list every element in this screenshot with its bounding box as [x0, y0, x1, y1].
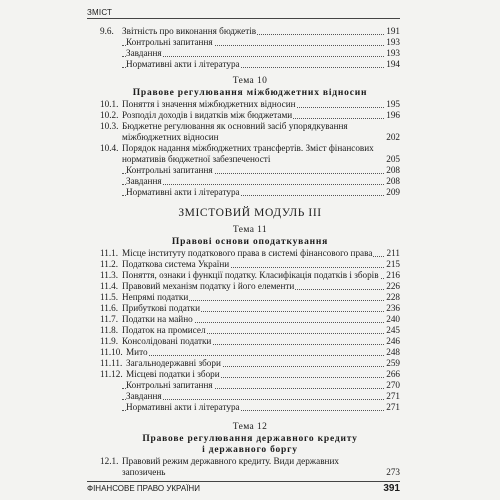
entry-title: Звітність про виконання бюджетів	[122, 26, 257, 36]
topic-12-title-line1: Правове регулювання державного кредиту	[142, 434, 358, 444]
topic-12-label: Тема 12	[232, 422, 268, 432]
header-title: ЗМІСТ	[87, 8, 113, 17]
entry-page: 273	[386, 467, 400, 477]
entry-page: 248	[386, 347, 400, 357]
toc-entry[interactable]	[100, 281, 400, 292]
toc-entry[interactable]	[100, 292, 400, 303]
entry-number: 11.8.	[100, 325, 119, 335]
entry-title: Непрямі податки	[122, 292, 189, 302]
entry-title: Місце інституту податкового права в системі фінансового права	[122, 248, 373, 258]
entry-page: 271	[386, 402, 400, 412]
entry-title: Нормативні акти і література	[126, 59, 240, 69]
page-number: 391	[383, 483, 400, 494]
toc-entry[interactable]	[100, 270, 400, 281]
entry-title: Податкова система України	[122, 259, 230, 269]
entry-number: 11.12.	[100, 369, 123, 379]
toc-entry[interactable]	[100, 176, 400, 187]
entry-page: 271	[386, 391, 400, 401]
toc-entry[interactable]	[100, 325, 400, 336]
running-footer	[87, 481, 400, 494]
entry-title: Мито	[126, 347, 148, 357]
toc-entry[interactable]	[100, 187, 400, 198]
entry-number: 11.6.	[100, 303, 119, 313]
entry-page: 194	[386, 59, 400, 69]
entry-number: 10.2.	[100, 110, 119, 120]
entry-number: 11.4.	[100, 281, 119, 291]
toc-entry[interactable]	[100, 336, 400, 347]
topic-11-title: Правові основи оподаткування	[171, 237, 329, 247]
entry-page: 202	[386, 132, 400, 142]
entry-number: 11.5.	[100, 292, 119, 302]
entry-number: 11.1.	[100, 248, 119, 258]
module-heading: ЗМІСТОВИЙ МОДУЛЬ ІІІ	[178, 207, 322, 219]
toc-section-12	[100, 456, 400, 478]
entry-title: Загальнодержавні збори	[126, 358, 221, 368]
toc-entry[interactable]	[100, 59, 400, 70]
entry-number: 10.4.	[100, 143, 119, 153]
topic-10-label: Тема 10	[232, 76, 268, 86]
entry-title: Поняття, ознаки і функції податку. Класифікація податків і зборів	[122, 270, 379, 280]
entry-title: Бюджетне регулювання як основний засіб упорядкування міжбюджетних відносин	[122, 121, 348, 142]
entry-page: 245	[386, 325, 400, 335]
toc-entry[interactable]	[100, 143, 400, 165]
toc-entry[interactable]	[100, 37, 400, 48]
entry-page: 191	[386, 26, 400, 36]
toc-entry[interactable]	[100, 391, 400, 402]
entry-title: Прибуткові податки	[122, 303, 201, 313]
entry-page: 205	[386, 154, 400, 164]
entry-title: Податки на майно	[122, 314, 193, 324]
toc-entry[interactable]	[100, 314, 400, 325]
entry-title: Контрольні запитання	[126, 380, 213, 390]
running-header	[87, 8, 400, 19]
toc-entry[interactable]	[100, 48, 400, 59]
entry-page: 246	[386, 336, 400, 346]
entry-page: 240	[386, 314, 400, 324]
entry-page: 226	[386, 281, 400, 291]
entry-title: Порядок надання міжбюджетних трансфертів. Зміст фінансових нормативів бюджетної забезпеченості	[122, 143, 374, 164]
entry-page: 215	[386, 259, 400, 269]
entry-number: 10.1.	[100, 99, 119, 109]
entry-title: Правовий механізм податку і його елементи	[122, 281, 295, 291]
entry-title: Правовий режим державного кредиту. Види державних запозичень	[122, 456, 339, 477]
entry-number: 11.2.	[100, 259, 119, 269]
footer-book-title: ФІНАНСОВЕ ПРАВО УКРАЇНИ	[87, 484, 200, 493]
toc-entry[interactable]	[100, 347, 400, 358]
entry-number: 11.10.	[100, 347, 123, 357]
entry-title: Поняття і значення міжбюджетних відносин	[122, 99, 296, 109]
entry-number: 11.7.	[100, 314, 119, 324]
entry-title: Нормативні акти і література	[126, 187, 240, 197]
entry-number: 11.9.	[100, 336, 119, 346]
toc-entry[interactable]	[100, 402, 400, 413]
entry-page: 216	[386, 270, 400, 280]
entry-page: 228	[386, 292, 400, 302]
entry-number: 12.1.	[100, 456, 119, 466]
toc-entry[interactable]	[100, 380, 400, 391]
toc-entry[interactable]	[100, 121, 400, 143]
entry-title: Податок на промисел	[122, 325, 206, 335]
entry-page: 211	[386, 248, 400, 258]
entry-page: 208	[386, 165, 400, 175]
topic-11-label: Тема 11	[232, 225, 268, 235]
toc-section-11	[100, 248, 400, 413]
table-of-contents	[100, 26, 400, 478]
entry-title: Завдання	[126, 48, 162, 58]
toc-entry[interactable]	[100, 110, 400, 121]
entry-title: Консолідовані податки	[122, 336, 212, 346]
entry-number: 9.6.	[100, 26, 114, 36]
toc-entry[interactable]	[100, 358, 400, 369]
entry-title: Контрольні запитання	[126, 165, 213, 175]
toc-entry[interactable]	[100, 99, 400, 110]
toc-entry[interactable]	[100, 26, 400, 37]
entry-page: 236	[386, 303, 400, 313]
toc-entry[interactable]	[100, 303, 400, 314]
entry-page: 270	[386, 380, 400, 390]
toc-section-9	[100, 26, 400, 70]
entry-page: 209	[386, 187, 400, 197]
entry-title: Завдання	[126, 391, 162, 401]
entry-number: 11.11.	[100, 358, 123, 368]
entry-title: Завдання	[126, 176, 162, 186]
entry-page: 196	[386, 110, 400, 120]
entry-number: 10.3.	[100, 121, 119, 131]
toc-entry[interactable]	[100, 369, 400, 380]
entry-page: 266	[386, 369, 400, 379]
toc-section-10	[100, 99, 400, 198]
entry-title: Місцеві податки і збори	[126, 369, 220, 379]
toc-entry[interactable]	[100, 456, 400, 478]
entry-title: Нормативні акти і література	[126, 402, 240, 412]
entry-title: Контрольні запитання	[126, 37, 213, 47]
toc-entry[interactable]	[100, 259, 400, 270]
toc-entry[interactable]	[100, 248, 400, 259]
entry-title: Розподіл доходів і видатків між бюджетами	[122, 110, 293, 120]
topic-12-title-line2: і державного боргу	[202, 445, 298, 455]
entry-number: 11.3.	[100, 270, 119, 280]
entry-page: 208	[386, 176, 400, 186]
entry-page: 259	[386, 358, 400, 368]
entry-page: 193	[386, 37, 400, 47]
topic-10-title: Правове регулювання міжбюджетних відносин	[132, 88, 368, 98]
entry-page: 193	[386, 48, 400, 58]
toc-entry[interactable]	[100, 165, 400, 176]
entry-page: 195	[386, 99, 400, 109]
